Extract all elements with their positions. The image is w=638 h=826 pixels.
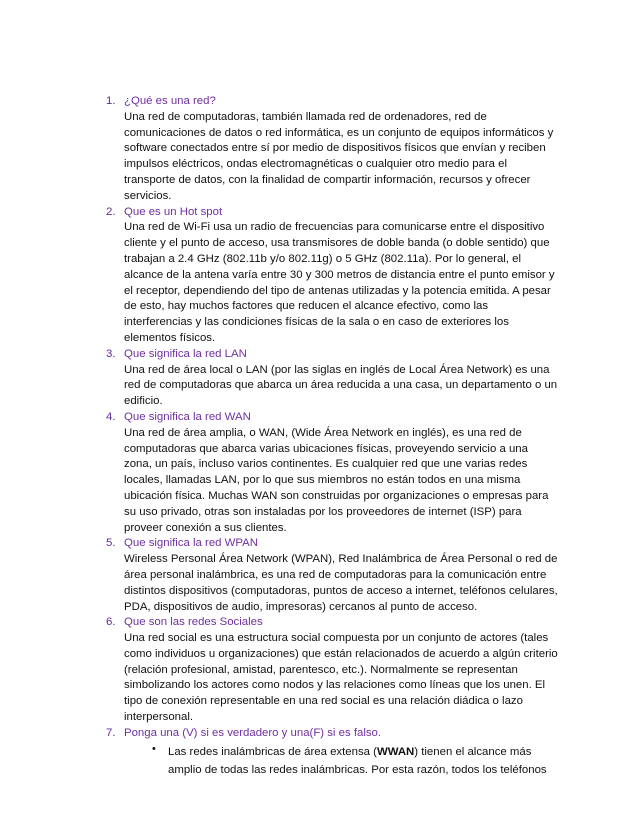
question-answer: Una red de Wi-Fi usa un radio de frecuencias para comunicarse entre el dispositivo cliente y el punto de acceso, usa transmisores de doble banda (o doble sentido) que trabajan a 2.4 GHz (802.11b y/o 802.11g) o 5 GHz (802.11a). Por lo general, el alcance de la antena varía entre 30 y 300 metros de distancia entre el punto emisor y el receptor, dependiendo del tipo de antenas utilizadas y la potencia emitida. A pesar de esto, hay muchos factores que reducen el alcance efectivo, como las interferencias y las condiciones físicas de la sala o en caso de exteriores los elementos físicos. — [124, 221, 555, 344]
question-number: 3. — [106, 347, 116, 360]
question-item-7 — [106, 726, 558, 779]
question-title: Que significa la red WPAN — [124, 537, 258, 550]
question-title: ¿Qué es una red? — [124, 95, 216, 107]
question-item-6 — [106, 615, 558, 726]
question-title: Que es un Hot spot — [124, 205, 223, 218]
statement-text — [168, 746, 547, 777]
question-item-4 — [106, 410, 558, 536]
statement-bold-term: WWAN — [376, 745, 415, 758]
question-title: Que son las redes Sociales — [124, 616, 263, 629]
question-answer: Una red de área local o LAN (por las siglas en inglés de Local Área Network) es una red de computadoras que abarca un área reducida a una casa, un departamento o un edificio. — [124, 363, 558, 408]
question-item-5 — [106, 536, 558, 615]
question-number: 1. — [106, 95, 116, 107]
question-number: 2. — [106, 205, 116, 218]
statement-list — [124, 742, 558, 780]
question-title: Ponga una (V) si es verdadero y una(F) si es falso. — [124, 726, 382, 739]
statement-item — [152, 742, 558, 780]
question-answer: Wireless Personal Área Network (WPAN), Red Inalámbrica de Área Personal o red de área personal inalámbrica, es una red de computadoras para la comunicación entre distintos dispositivos (computadoras, puntos de acceso a internet, teléfonos celulares, PDA, dispositivos de audio, impresoras) cercanos al punto de acceso. — [124, 553, 558, 613]
question-title: Que significa la red LAN — [124, 347, 247, 360]
question-answer: Una red de computadoras, también llamada red de ordenadores, red de comunicaciones de datos o red informática, es un conjunto de equipos informáticos y software conectados entre sí por medio de dispositivos físicos que envían y reciben impulsos eléctricos, ondas electromagnéticas o cualquier otro medio para el transporte de datos, con la finalidad de compartir información, recursos y ofrecer servicios. — [124, 110, 554, 202]
statement-text-before: Las redes inalámbricas de área extensa ( — [168, 745, 377, 758]
question-answer: Una red social es una estructura social compuesta por un conjunto de actores (tales como individuos u organizaciones) que están relacionados de acuerdo a algún criterio (relación profesional, amistad, parentesco, etc.). Normalmente se representan simbolizando los actores como nodos y las relaciones como líneas que los unen. El tipo de conexión representable en una red social es una relación diádica o lazo interpersonal. — [124, 632, 558, 724]
question-number: 6. — [106, 616, 116, 629]
bullet-icon: • — [152, 742, 156, 755]
question-number: 4. — [106, 410, 116, 423]
question-number: 5. — [106, 537, 116, 550]
question-number: 7. — [106, 726, 116, 739]
question-item-3 — [106, 347, 558, 410]
question-item-1 — [106, 94, 558, 205]
question-answer: Una red de área amplia, o WAN, (Wide Área Network en inglés), es una red de computadoras que abarca varias ubicaciones físicas, proveyendo servicio a una zona, un país, incluso varios continentes. Es cualquier red que une varias redes locales, llamadas LAN, por lo que sus miembros no están todos en una misma ubicación física. Muchas WAN son construidas por organizaciones o empresas para su uso privado, otras son instaladas por los proveedores de internet (ISP) para proveer conexión a sus clientes. — [124, 426, 549, 534]
question-list — [106, 94, 558, 779]
statement-text-after: ) tienen el alcance más amplio de todas las redes inalámbricas. Por esta razón, todos los teléfonos — [168, 745, 547, 777]
question-title: Que significa la red WAN — [124, 410, 251, 423]
question-item-2 — [106, 205, 558, 347]
